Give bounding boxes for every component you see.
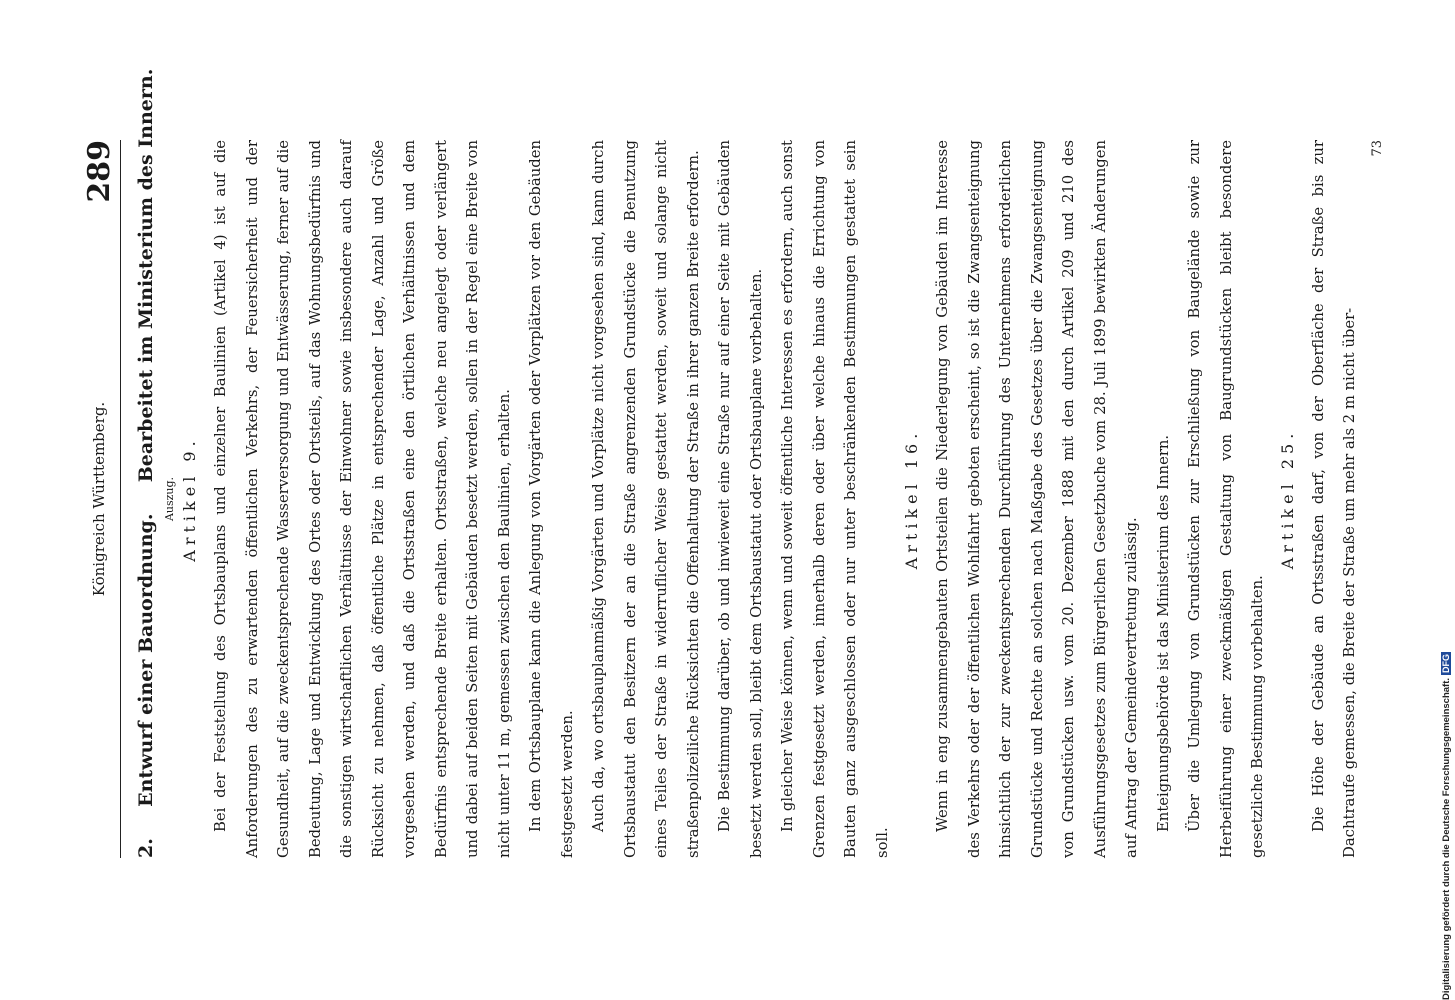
paragraph: Auch da, wo ortsbauplanmäßig Vorgärten und Vorplätze nicht vorgesehen sind, kann durch Ortsbaustatut den Besitzern der an die Straße angrenzenden Grundstücke die Benutzung eines Teiles der Straße in widerruflicher Weise gestattet werden, soweit und solange nicht straßenpolizeiliche Rücksichten die Offenhaltung der Straße in ihrer ganzen Breite erfordern. — [590, 140, 702, 858]
paragraph: Enteignungsbehörde ist das Ministerium des Innern. — [1154, 434, 1172, 832]
heading-subtitle: Bearbeitet im Ministerium des Innern. — [135, 68, 157, 483]
funding-text: Digitalisierung gefördert durch die Deutsche Forschungsgemeinschaft. — [1441, 678, 1452, 1000]
paragraph: Die Bestimmung darüber, ob und inwieweit eine Straße nur auf einer Seite mit Gebäuden besetzt werden soll, bleibt dem Ortsbaustatut oder Ortsbauplane vorbehalten. — [716, 140, 765, 858]
paragraph: In dem Ortsbauplane kann die Anlegung von Vorgärten oder Vorplätzen vor den Gebäuden festgesetzt werden. — [527, 140, 576, 858]
page-number: 289 — [82, 140, 117, 203]
dfg-logo: DFG — [1441, 654, 1451, 673]
article-heading: Artikel 25. — [1277, 428, 1297, 570]
heading-note: Auszug. — [163, 476, 176, 522]
heading-number: 2. — [135, 838, 157, 858]
paragraph: Über die Umlegung von Grundstücken zur Erschließung von Baugelände sowie zur Herbeiführung einer zweckmäßigen Gestaltung von Baugrundstücken bleibt besondere gesetzliche Bestimmung vorbehalten. — [1186, 140, 1266, 858]
article-heading: Artikel 16. — [902, 428, 921, 570]
running-header — [82, 140, 121, 858]
paragraph: Die Höhe der Gebäude an Ortsstraßen darf, von der Oberfläche der Straße bis zur Dachtraufe gemessen, die Breite der Straße um mehr als 2 m nicht über- — [1309, 140, 1358, 858]
paragraph: Wenn in eng zusammengebauten Ortsteilen die Niederlegung von Gebäuden im Interesse des Verkehrs oder der öffentlichen Wohlfahrt geboten erscheint, so ist die Zwangsenteignung hinsichtlich der zur zweckentsprechenden Durchführung des Unternehmens erforderlichen Grundstücke und Rechte an solchen nach Maßgabe des Gesetzes über die Zwangsenteignung von Grundstücken usw. vom 20. Dezember 1888 mit den durch Artikel 209 und 210 des Ausführungsgesetzes zum Bürgerlichen Gesetzbuche vom 28. Juli 1899 bewirkten Änderungen auf Antrag der Gemeindevertretung zulässig. — [934, 140, 1140, 858]
signature-mark: 73 — [1369, 140, 1385, 157]
heading-title: Entwurf einer Bauordnung. — [135, 513, 157, 807]
running-title: Königreich Württemberg. — [90, 401, 108, 597]
paragraph: Bei der Feststellung des Ortsbauplans und einzelner Baulinien (Artikel 4) ist auf die Anforderungen des zu erwartenden öffentlichen Verkehrs, der Feuersicherheit und der Gesundheit, auf die zweckentsprechende Wasserversorgung und Entwässerung, ferner auf die Bedeutung, Lage und Entwicklung des Ortes oder Ortsteils, auf das Wohnungsbedürfnis und die sonstigen wirtschaftlichen Verhältnisse der Einwohner sowie insbesondere auch darauf Rücksicht zu nehmen, daß öffentliche Plätze in entsprechender Lage, Anzahl und Größe vorgesehen werden, und daß die Ortsstraßen eine den örtlichen Verhältnissen und dem Bedürfnis entsprechende Breite erhalten. Ortsstraßen, welche neu angelegt oder verlängert und dabei auf beiden Seiten mit Gebäuden besetzt werden, sollen in der Regel eine Breite von nicht unter 11 m, gemessen zwischen den Baulinien, erhalten. — [212, 140, 513, 858]
funding-sidenote — [1441, 12, 1455, 1000]
document-page — [82, 68, 1385, 858]
article-heading: Artikel 9. — [180, 436, 199, 562]
document-heading — [135, 68, 157, 858]
paragraph: In gleicher Weise können, wenn und soweit öffentliche Interessen es erfordern, auch sonst Grenzen festgesetzt werden, innerhalb deren oder über welche hinaus die Errichtung von Bauten ganz ausgeschlossen oder nur unter beschränkenden Bestimmungen gestattet sein soll. — [779, 140, 891, 858]
